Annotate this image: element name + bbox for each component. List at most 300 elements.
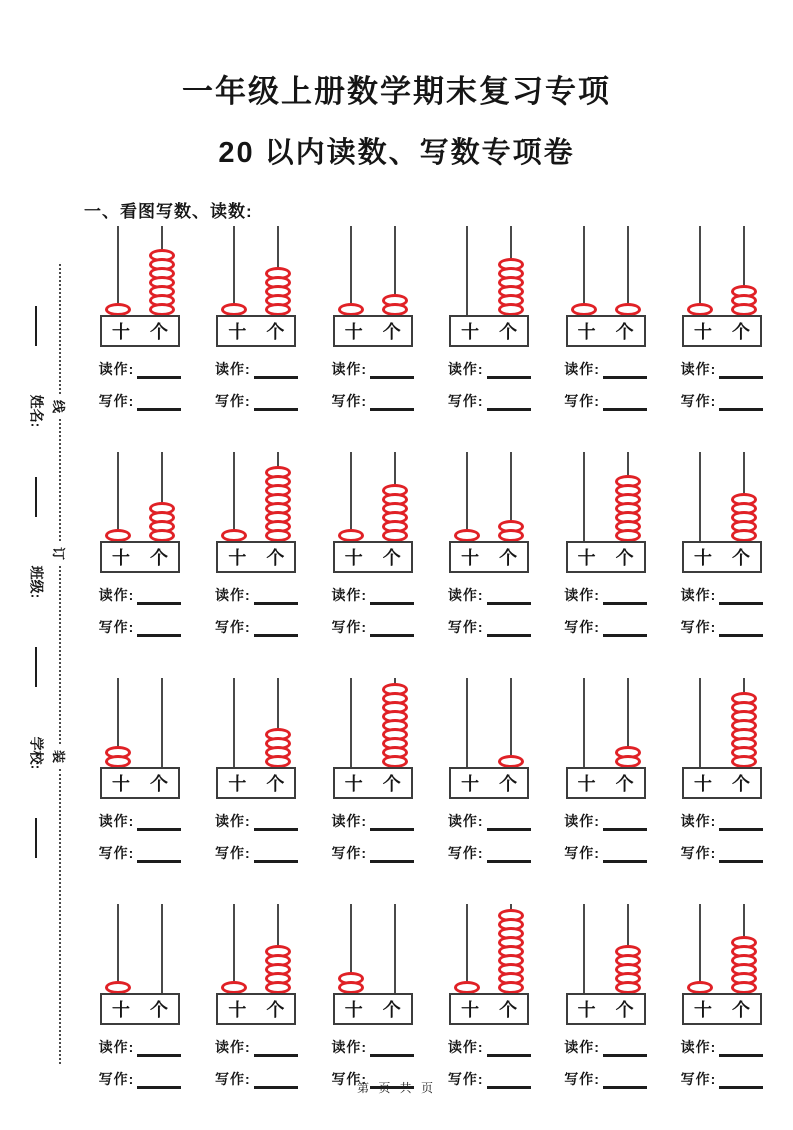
abacus-base <box>682 541 762 573</box>
read-as-line <box>215 810 298 831</box>
tens-rod <box>699 678 701 768</box>
binding-char: 装 <box>51 749 67 764</box>
abacus-rods <box>334 452 412 542</box>
read-as-line-label: 读作: <box>215 1039 251 1055</box>
abacus-base <box>100 767 180 799</box>
abacus-problem <box>200 226 312 411</box>
binding-dotted-segment <box>59 419 61 541</box>
tens-rod <box>233 678 235 768</box>
abacus-figure <box>333 678 413 799</box>
abacus-problem <box>550 452 662 637</box>
tens-place-label: 十 <box>693 1000 712 1020</box>
write-as-line-label: 写作: <box>215 845 251 861</box>
binding-dotted-segment <box>59 769 61 1064</box>
write-as-line <box>215 390 298 411</box>
tens-place-label: 十 <box>228 322 247 342</box>
write-as-line <box>564 616 647 637</box>
ones-beads <box>731 285 757 316</box>
read-as-line <box>99 584 182 605</box>
abacus-problem <box>433 678 545 863</box>
write-as-line-label: 写作: <box>564 845 600 861</box>
write-as-line-label: 写作: <box>331 845 368 861</box>
ones-beads <box>498 520 524 542</box>
ones-place-label: 个 <box>266 1000 285 1020</box>
binding-dotted-segment <box>59 264 61 394</box>
tens-rod <box>583 904 585 994</box>
ones-place-label: 个 <box>499 774 518 794</box>
read-as-line-label: 读作: <box>564 361 600 377</box>
abacus-rods <box>450 904 528 994</box>
tens-place-label: 十 <box>461 1000 480 1020</box>
read-as-line-label: 读作: <box>98 587 135 603</box>
read-as-line <box>564 810 647 831</box>
write-as-line-label: 写作: <box>680 1071 717 1087</box>
answer-blank <box>370 363 414 379</box>
read-as-line-label: 读作: <box>680 361 717 377</box>
read-as-line-label: 读作: <box>680 813 717 829</box>
read-as-line-label: 读作: <box>331 813 368 829</box>
ones-beads <box>265 728 291 768</box>
abacus-base <box>449 541 529 573</box>
read-as-line-label: 读作: <box>331 1039 368 1055</box>
class-field-label <box>26 551 46 613</box>
write-as-line-label: 写作: <box>98 1071 135 1087</box>
abacus-figure <box>566 452 646 573</box>
tens-place-label: 十 <box>577 548 596 568</box>
write-as-line-label: 写作: <box>447 393 484 409</box>
answer-blank <box>137 589 181 605</box>
answer-blank <box>487 589 531 605</box>
write-as-line-label: 写作: <box>680 845 717 861</box>
ones-beads <box>382 683 408 768</box>
abacus-rods <box>217 226 295 316</box>
tens-place-label: 十 <box>344 548 363 568</box>
abacus-base <box>216 993 296 1025</box>
write-as-line-label: 写作: <box>215 1071 251 1087</box>
answer-blank <box>603 363 647 379</box>
write-as-line-label: 写作: <box>680 619 717 635</box>
abacus-problem <box>666 678 778 863</box>
binding-line <box>52 264 68 1064</box>
answer-blank <box>137 1041 181 1057</box>
ones-beads <box>265 945 291 994</box>
answer-blank <box>137 815 181 831</box>
page-subtitle: 20 以内读数、写数专项卷 <box>218 137 575 169</box>
write-as-line <box>331 390 414 411</box>
ones-place-label: 个 <box>382 322 401 342</box>
write-as-line <box>99 842 182 863</box>
read-as-line <box>99 358 182 379</box>
read-as-line-label: 读作: <box>564 813 600 829</box>
read-as-line-label: 读作: <box>564 1039 600 1055</box>
abacus-problem <box>84 226 196 411</box>
abacus-figure <box>333 452 413 573</box>
read-as-line <box>448 358 531 379</box>
ones-place-label: 个 <box>150 548 168 568</box>
answer-blank <box>137 395 181 411</box>
write-as-line-label: 写作: <box>564 393 600 409</box>
read-as-line-label: 读作: <box>215 587 251 603</box>
read-as-line-label: 读作: <box>98 361 135 377</box>
write-as-line-label: 写作: <box>564 619 600 635</box>
abacus-row <box>84 452 778 637</box>
abacus-rods <box>217 904 295 994</box>
answer-blank <box>719 589 763 605</box>
page-title: 一年级上册数学期末复习专项 <box>182 74 611 109</box>
tens-place-label: 十 <box>577 1000 596 1020</box>
abacus-figure <box>333 904 413 1025</box>
ones-place-label: 个 <box>499 322 518 342</box>
ones-place-label: 个 <box>150 774 168 794</box>
answer-blank <box>370 815 414 831</box>
read-as-line <box>564 584 647 605</box>
name-field-label <box>26 380 46 442</box>
ones-place-label: 个 <box>266 774 285 794</box>
write-as-line-label: 写作: <box>680 393 717 409</box>
abacus-base <box>100 315 180 347</box>
read-as-line-label: 读作: <box>98 1039 135 1055</box>
answer-blank <box>254 847 298 863</box>
read-as-line <box>215 358 298 379</box>
ones-place-label: 个 <box>499 548 518 568</box>
ones-place-label: 个 <box>382 774 401 794</box>
read-as-line <box>681 1036 764 1057</box>
write-as-line-label: 写作: <box>98 619 135 635</box>
abacus-base <box>216 541 296 573</box>
abacus-figure <box>216 452 296 573</box>
abacus-problem <box>200 452 312 637</box>
tens-place-label: 十 <box>693 322 712 342</box>
name-field-label-text: 姓名: <box>28 394 45 428</box>
ones-beads <box>731 493 757 542</box>
tens-place-label: 十 <box>577 322 596 342</box>
read-as-line <box>681 584 764 605</box>
abacus-figure <box>566 904 646 1025</box>
abacus-figure <box>682 904 762 1025</box>
ones-rod <box>161 678 163 768</box>
page-footer: 第 页 共 页 <box>356 1081 436 1095</box>
abacus-rods <box>334 904 412 994</box>
problems-grid <box>84 226 778 1130</box>
abacus-problem <box>550 226 662 411</box>
answer-blank <box>603 621 647 637</box>
abacus-base <box>682 993 762 1025</box>
abacus-problem <box>317 452 429 637</box>
ones-beads <box>615 945 641 994</box>
abacus-rods <box>683 226 761 316</box>
write-as-line-label: 写作: <box>447 619 484 635</box>
answer-blank <box>487 815 531 831</box>
abacus-rods <box>450 678 528 768</box>
class-field-label-text: 班级: <box>28 565 45 599</box>
abacus-problem <box>666 226 778 411</box>
ones-beads <box>498 258 524 316</box>
tens-place-label: 十 <box>693 548 712 568</box>
write-as-line-label: 写作: <box>215 393 251 409</box>
tens-rod <box>583 452 585 542</box>
write-as-line <box>681 842 764 863</box>
write-as-line-label: 写作: <box>331 1071 368 1087</box>
write-as-line <box>215 842 298 863</box>
abacus-problem <box>200 678 312 863</box>
answer-blank <box>254 363 298 379</box>
abacus-figure <box>682 452 762 573</box>
abacus-rods <box>567 226 645 316</box>
ones-beads <box>615 746 641 768</box>
answer-blank <box>487 363 531 379</box>
answer-blank <box>370 847 414 863</box>
answer-blank <box>719 847 763 863</box>
ones-place-label: 个 <box>382 1000 401 1020</box>
tens-place-label: 十 <box>693 774 712 794</box>
abacus-problem <box>200 904 312 1089</box>
ones-beads <box>615 475 641 542</box>
abacus-base <box>566 541 646 573</box>
answer-blank <box>254 621 298 637</box>
ones-beads <box>498 909 524 994</box>
ones-rod <box>394 904 396 994</box>
answer-blank <box>603 1041 647 1057</box>
abacus-rods <box>217 452 295 542</box>
abacus-base <box>566 315 646 347</box>
read-as-line <box>331 1036 414 1057</box>
read-as-line-label: 读作: <box>447 361 484 377</box>
answer-blank <box>254 589 298 605</box>
ones-place-label: 个 <box>731 322 750 342</box>
read-as-line-label: 读作: <box>447 587 484 603</box>
abacus-rods <box>683 904 761 994</box>
read-as-line <box>448 810 531 831</box>
abacus-problem <box>433 226 545 411</box>
tens-place-label: 十 <box>577 774 596 794</box>
field-blank-line <box>35 647 37 687</box>
abacus-base <box>216 767 296 799</box>
read-as-line-label: 读作: <box>680 1039 717 1055</box>
answer-blank <box>254 395 298 411</box>
ones-place-label: 个 <box>615 322 634 342</box>
abacus-rods <box>567 678 645 768</box>
answer-blank <box>254 815 298 831</box>
ones-place-label: 个 <box>499 1000 518 1020</box>
write-as-line-label: 写作: <box>331 619 368 635</box>
abacus-problem <box>433 452 545 637</box>
write-as-line <box>331 842 414 863</box>
ones-place-label: 个 <box>266 548 285 568</box>
abacus-rods <box>683 678 761 768</box>
write-as-line <box>564 390 647 411</box>
binding-char: 线 <box>51 399 67 414</box>
write-as-line-label: 写作: <box>215 619 251 635</box>
abacus-problem <box>84 904 196 1089</box>
answer-blank <box>137 847 181 863</box>
abacus-figure <box>216 226 296 347</box>
tens-rod <box>350 678 352 768</box>
ones-rod <box>161 904 163 994</box>
answer-blank <box>719 1041 763 1057</box>
abacus-problem <box>433 904 545 1089</box>
answer-blank <box>487 1041 531 1057</box>
answer-blank <box>370 395 414 411</box>
ones-place-label: 个 <box>615 1000 634 1020</box>
abacus-row <box>84 678 778 863</box>
write-as-line-label: 写作: <box>98 393 135 409</box>
abacus-problem <box>550 678 662 863</box>
answer-blank <box>603 815 647 831</box>
ones-place-label: 个 <box>266 322 285 342</box>
abacus-base <box>216 315 296 347</box>
abacus-row <box>84 226 778 411</box>
abacus-base <box>566 993 646 1025</box>
abacus-base <box>100 993 180 1025</box>
abacus-figure <box>566 226 646 347</box>
abacus-problem <box>317 226 429 411</box>
write-as-line-label: 写作: <box>98 845 135 861</box>
answer-blank <box>719 363 763 379</box>
abacus-figure <box>100 678 180 799</box>
answer-blank <box>254 1041 298 1057</box>
abacus-rods <box>450 452 528 542</box>
answer-blank <box>137 363 181 379</box>
answer-blank <box>487 621 531 637</box>
abacus-figure <box>333 226 413 347</box>
read-as-line <box>215 584 298 605</box>
abacus-base <box>333 315 413 347</box>
abacus-problem <box>317 904 429 1089</box>
abacus-base <box>449 315 529 347</box>
write-as-line-label: 写作: <box>331 393 368 409</box>
abacus-problem <box>84 678 196 863</box>
answer-blank <box>370 621 414 637</box>
read-as-line <box>448 584 531 605</box>
tens-place-label: 十 <box>228 774 247 794</box>
school-field-label-text: 学校: <box>28 736 45 769</box>
abacus-base <box>449 993 529 1025</box>
ones-place-label: 个 <box>731 548 750 568</box>
tens-rod <box>466 226 468 316</box>
tens-rod <box>583 678 585 768</box>
abacus-problem <box>666 904 778 1089</box>
read-as-line <box>215 1036 298 1057</box>
abacus-figure <box>100 226 180 347</box>
read-as-line <box>564 1036 647 1057</box>
read-as-line <box>331 358 414 379</box>
abacus-figure <box>449 226 529 347</box>
abacus-row <box>84 904 778 1089</box>
tens-beads <box>105 746 131 768</box>
read-as-line <box>681 358 764 379</box>
answer-blank <box>370 1041 414 1057</box>
tens-place-label: 十 <box>461 322 480 342</box>
read-as-line-label: 读作: <box>215 813 251 829</box>
tens-rod <box>466 678 468 768</box>
abacus-base <box>449 767 529 799</box>
field-blank-line <box>35 818 37 858</box>
abacus-rods <box>567 904 645 994</box>
read-as-line-label: 读作: <box>447 1039 484 1055</box>
read-as-line-label: 读作: <box>447 813 484 829</box>
ones-beads <box>382 484 408 542</box>
abacus-rods <box>101 226 179 316</box>
ones-beads <box>265 466 291 542</box>
ones-beads <box>731 936 757 994</box>
read-as-line-label: 读作: <box>98 813 135 829</box>
ones-place-label: 个 <box>731 774 750 794</box>
abacus-figure <box>449 678 529 799</box>
write-as-line <box>215 616 298 637</box>
binding-dotted-segment <box>59 566 61 744</box>
tens-place-label: 十 <box>228 1000 247 1020</box>
write-as-line-label: 写作: <box>447 845 484 861</box>
abacus-base <box>682 315 762 347</box>
abacus-figure <box>216 678 296 799</box>
answer-blank <box>370 589 414 605</box>
abacus-figure <box>566 678 646 799</box>
tens-place-label: 十 <box>228 548 247 568</box>
abacus-figure <box>682 226 762 347</box>
write-as-line <box>99 390 182 411</box>
tens-place-label: 十 <box>112 1000 130 1020</box>
abacus-figure <box>449 904 529 1025</box>
read-as-line-label: 读作: <box>564 587 600 603</box>
tens-place-label: 十 <box>344 1000 363 1020</box>
tens-place-label: 十 <box>112 774 130 794</box>
read-as-line-label: 读作: <box>331 361 368 377</box>
write-as-line-label: 写作: <box>447 1071 484 1087</box>
tens-place-label: 十 <box>112 322 130 342</box>
abacus-base <box>100 541 180 573</box>
answer-blank <box>487 395 531 411</box>
ones-place-label: 个 <box>731 1000 750 1020</box>
answer-blank <box>719 621 763 637</box>
tens-place-label: 十 <box>461 548 480 568</box>
student-info-sidebar <box>26 306 46 858</box>
abacus-rods <box>567 452 645 542</box>
tens-place-label: 十 <box>344 322 363 342</box>
write-as-line <box>564 842 647 863</box>
write-as-line <box>448 390 531 411</box>
write-as-line <box>99 616 182 637</box>
read-as-line <box>99 810 182 831</box>
write-as-line-label: 写作: <box>564 1071 600 1087</box>
abacus-rods <box>101 904 179 994</box>
answer-blank <box>137 621 181 637</box>
write-as-line <box>448 616 531 637</box>
ones-place-label: 个 <box>382 548 401 568</box>
abacus-figure <box>682 678 762 799</box>
abacus-base <box>333 541 413 573</box>
read-as-line <box>448 1036 531 1057</box>
abacus-rods <box>683 452 761 542</box>
tens-place-label: 十 <box>112 548 130 568</box>
read-as-line <box>331 810 414 831</box>
answer-blank <box>603 589 647 605</box>
abacus-base <box>333 993 413 1025</box>
read-as-line <box>681 810 764 831</box>
tens-rod <box>699 452 701 542</box>
answer-blank <box>719 815 763 831</box>
field-blank-line <box>35 306 37 346</box>
abacus-rods <box>334 678 412 768</box>
read-as-line-label: 读作: <box>215 361 251 377</box>
read-as-line-label: 读作: <box>680 587 717 603</box>
read-as-line <box>564 358 647 379</box>
answer-blank <box>487 847 531 863</box>
write-as-line <box>448 842 531 863</box>
field-blank-line <box>35 477 37 517</box>
ones-beads <box>265 267 291 316</box>
answer-blank <box>719 395 763 411</box>
tens-place-label: 十 <box>344 774 363 794</box>
